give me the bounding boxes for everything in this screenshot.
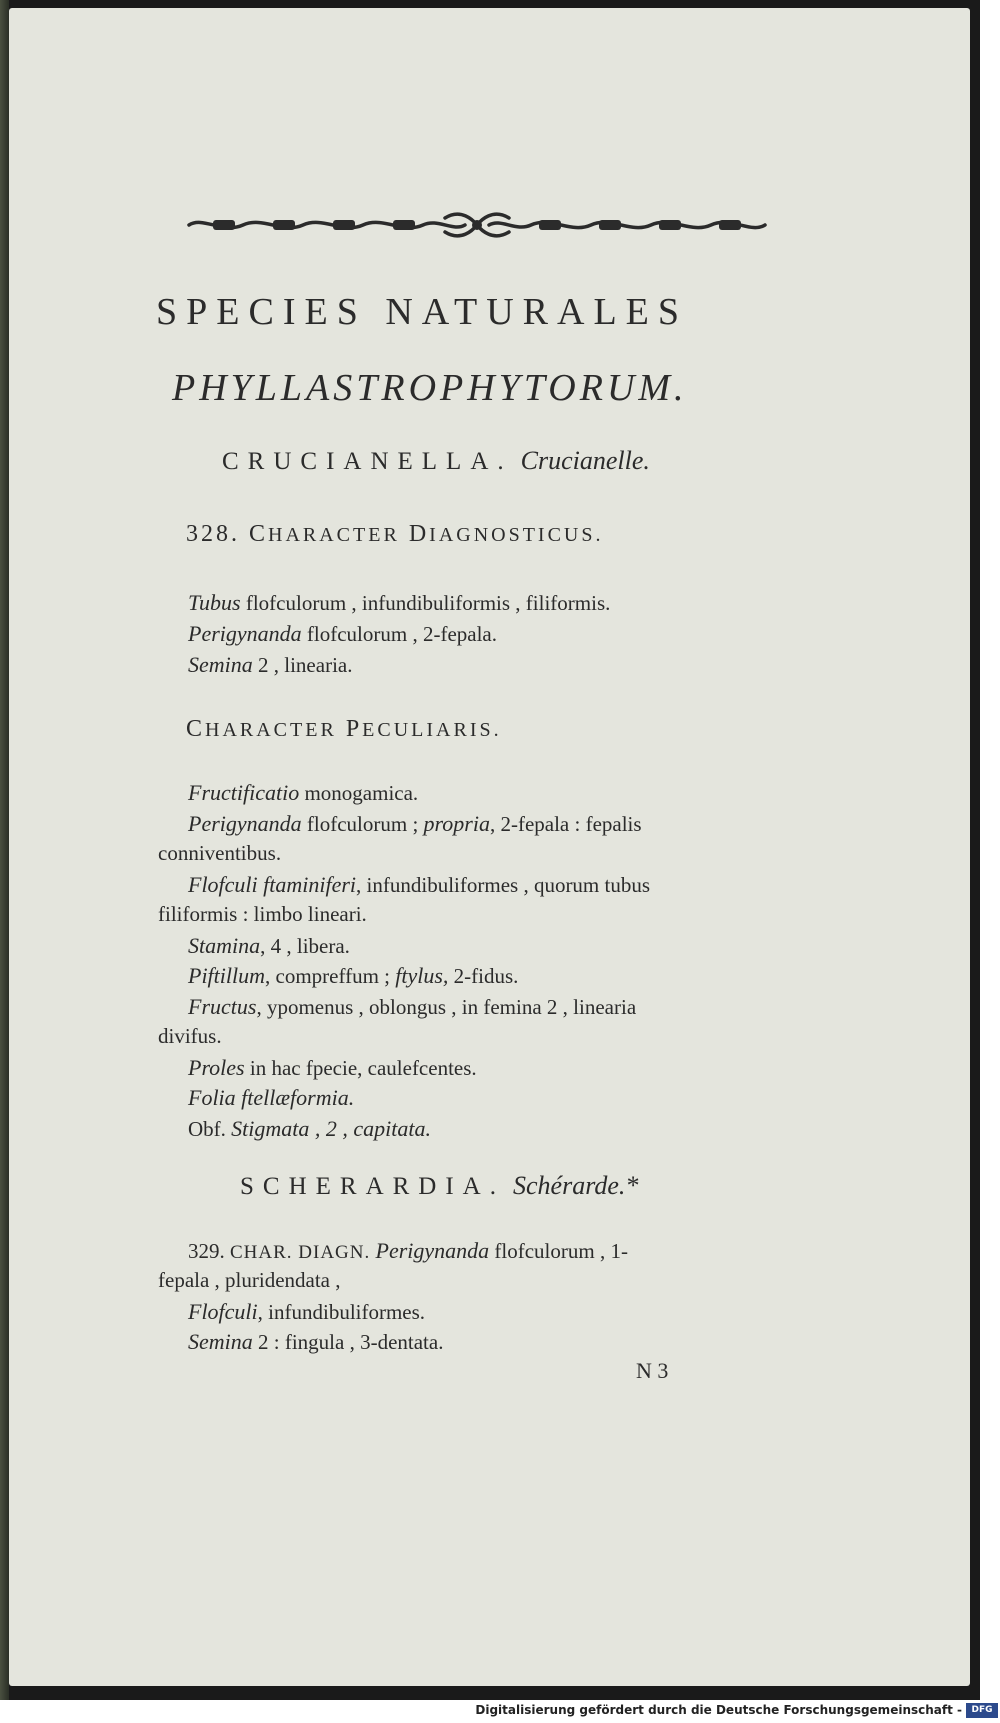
line-text: 2-fidus. — [453, 964, 519, 988]
italic-term: Folia ftellæformia. — [188, 1085, 355, 1110]
heading-initial: P — [345, 716, 363, 742]
line-text: 2 , linearia. — [258, 653, 353, 677]
text-line — [158, 1268, 341, 1293]
text-line — [188, 1116, 431, 1142]
line-text: conniventibus. — [158, 841, 282, 865]
line-text: in hac fpecie, caulefcentes. — [249, 1056, 477, 1080]
digitization-credit: Digitalisierung gefördert durch die Deutsche Forschungsgemeinschaft - — [475, 1703, 962, 1717]
italic-term: ftylus, — [395, 963, 449, 988]
line-text: Obf. — [188, 1117, 226, 1141]
italic-term: Perigynanda — [188, 621, 302, 646]
italic-term: Tubus — [188, 590, 241, 615]
text-line — [188, 652, 352, 678]
text-line — [188, 590, 610, 616]
dfg-logo: DFG — [966, 1703, 998, 1718]
italic-term: Proles — [188, 1055, 245, 1080]
italic-term: Perigynanda — [375, 1238, 490, 1263]
genus-heading-crucianella — [222, 446, 650, 476]
heading-initial: C — [186, 716, 206, 742]
italic-term: Fructificatio — [188, 780, 300, 805]
line-text: flofculorum ; — [306, 812, 419, 836]
line-text: , 4 , libera. — [260, 934, 350, 958]
text-line — [188, 963, 518, 989]
text-line — [188, 872, 650, 898]
heading-smallcaps: HARACTER — [268, 524, 400, 546]
italic-term: Flofculi ftaminiferi — [188, 872, 357, 897]
heading-initial: C — [249, 521, 269, 547]
heading-smallcaps: IAGNOSTICUS. — [429, 524, 604, 546]
text-line — [188, 1085, 354, 1111]
text-line — [188, 994, 636, 1020]
section-number: 328. — [186, 521, 240, 547]
book-binding-edge — [0, 0, 9, 1700]
italic-term: propria — [423, 811, 490, 836]
italic-term: Semina — [188, 1329, 253, 1354]
signature-mark: N 3 — [636, 1358, 669, 1383]
line-text: , compreffum ; — [265, 964, 390, 988]
line-text: filiformis : limbo lineari. — [158, 902, 367, 926]
text-line — [158, 841, 281, 866]
line-text: divifus. — [158, 1024, 222, 1048]
section-heading-character-peculiaris — [186, 716, 502, 743]
heading-initial: D — [408, 521, 430, 547]
italic-term: Semina — [188, 652, 253, 677]
genus-heading-scherardia — [240, 1171, 638, 1201]
book-page — [9, 8, 970, 1686]
line-text: , infundibuliformes , quorum tubus — [356, 873, 651, 897]
page-subtitle: PHYLLASTROPHYTORUM. — [172, 367, 688, 409]
line-text: flofculorum , 2-fepala. — [306, 622, 497, 646]
text-line — [188, 1329, 443, 1355]
italic-term: Piftillum — [188, 963, 265, 988]
text-line — [188, 1299, 425, 1325]
line-text: CHAR. DIAGN. — [230, 1242, 371, 1263]
line-text: flofculorum , infundibuliformis , filiformis. — [245, 591, 611, 615]
section-heading-character-diagnosticus — [186, 521, 604, 548]
italic-term: Stigmata , 2 , capitata. — [231, 1116, 431, 1141]
italic-term: Stamina — [188, 933, 261, 958]
section-number: 329. — [188, 1239, 225, 1263]
heading-smallcaps: HARACTER — [205, 719, 337, 741]
text-line — [188, 1238, 628, 1264]
page-title: SPECIES NATURALES — [156, 291, 688, 333]
line-text: fepala , pluridendata , — [158, 1268, 341, 1292]
text-line — [188, 811, 642, 837]
line-text: 2 : fingula , 3-dentata. — [258, 1330, 444, 1354]
text-line — [188, 780, 418, 806]
genus-vernacular: Crucianelle. — [520, 446, 650, 475]
genus-name: SCHERARDIA. — [240, 1173, 505, 1200]
genus-vernacular: Schérarde.* — [513, 1171, 639, 1200]
decorative-ornament — [183, 210, 771, 240]
line-text: flofculorum , 1- — [494, 1239, 628, 1263]
text-line — [188, 621, 497, 647]
line-text: , 2-fepala : fepalis — [489, 812, 642, 836]
italic-term: Flofculi — [188, 1299, 258, 1324]
line-text: monogamica. — [304, 781, 419, 805]
line-text: , ypomenus , oblongus , in femina 2 , linearia — [256, 995, 637, 1019]
heading-smallcaps: ECULIARIS. — [362, 719, 502, 741]
text-line — [158, 902, 367, 927]
genus-name: CRUCIANELLA. — [222, 448, 513, 475]
text-line — [158, 1024, 222, 1049]
line-text: , infundibuliformes. — [257, 1300, 426, 1324]
italic-term: Perigynanda — [188, 811, 302, 836]
italic-term: Fructus — [188, 994, 257, 1019]
text-line — [188, 933, 350, 959]
text-line — [188, 1055, 477, 1081]
